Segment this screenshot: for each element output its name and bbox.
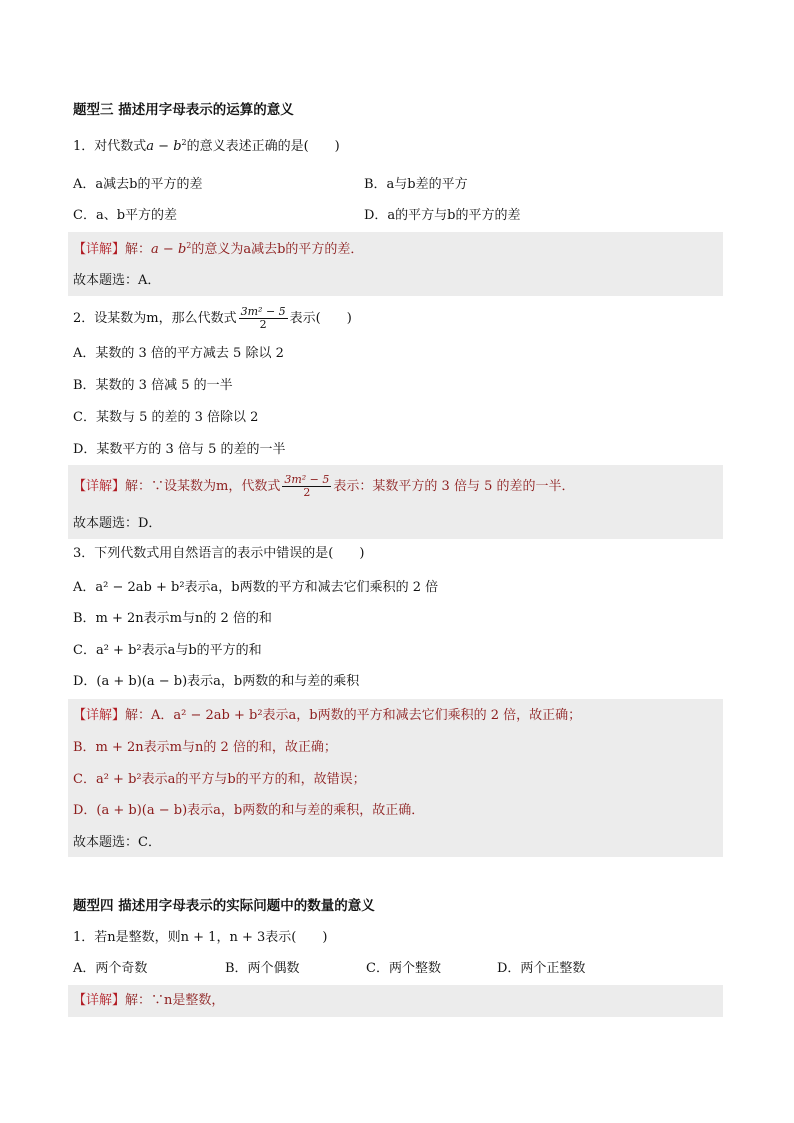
option-a: A．a减去b的平方的差 xyxy=(73,177,203,192)
fraction xyxy=(282,474,331,499)
solution-line xyxy=(73,474,574,499)
question-stem xyxy=(73,138,340,156)
option-c: C．a、b平方的差 xyxy=(73,208,178,223)
option-a: A．两个奇数 xyxy=(73,961,148,976)
question-stem: 1．若n是整数，则n + 1，n + 3表示( ) xyxy=(73,930,328,945)
fraction xyxy=(239,306,288,331)
solution-line: B．m + 2n表示m与n的 2 倍的和，故正确； xyxy=(73,740,337,755)
option-b: B．某数的 3 倍减 5 的一半 xyxy=(73,378,233,393)
fraction-denominator: 2 xyxy=(303,486,311,499)
section-heading: 题型三 描述用字母表示的运算的意义 xyxy=(73,102,294,118)
answer-line: 故本题选：A． xyxy=(73,273,161,288)
option-d: D．a的平方与b的平方的差 xyxy=(364,208,521,223)
question-stem xyxy=(73,306,352,331)
exponent: 2 xyxy=(186,241,192,250)
detail-text: 解：A．a² − 2ab + b²表示a，b两数的平方和减去它们乘积的 2 倍，故正确； xyxy=(125,708,582,723)
option-a: A．a² − 2ab + b²表示a，b两数的平方和减去它们乘积的 2 倍 xyxy=(73,580,439,595)
solution-line xyxy=(73,992,224,1010)
answer-line: 故本题选：C． xyxy=(73,835,161,850)
stem-prefix: 1．对代数式 xyxy=(73,139,147,154)
math-expression: a − b xyxy=(151,242,187,257)
option-c: C．两个整数 xyxy=(366,961,441,976)
stem-suffix: 表示( ) xyxy=(289,311,352,326)
detail-prefix: 解： xyxy=(125,242,152,257)
detail-text: 解：∵n是整数， xyxy=(125,993,225,1008)
section-heading: 题型四 描述用字母表示的实际问题中的数量的意义 xyxy=(73,898,375,914)
solution-line: D．(a + b)(a − b)表示a，b两数的和与差的乘积，故正确． xyxy=(73,803,425,818)
exponent: 2 xyxy=(181,138,187,147)
option-c: C．某数与 5 的差的 3 倍除以 2 xyxy=(73,410,259,425)
detail-label: 【详解】 xyxy=(73,993,126,1008)
answer-line: 故本题选：D． xyxy=(73,516,162,531)
detail-prefix: 解：∵设某数为m，代数式 xyxy=(125,479,281,494)
option-d: D．(a + b)(a − b)表示a，b两数的和与差的乘积 xyxy=(73,674,360,689)
detail-label: 【详解】 xyxy=(73,479,126,494)
option-c: C．a² + b²表示a与b的平方的和 xyxy=(73,643,262,658)
fraction-denominator: 2 xyxy=(259,318,267,331)
option-b: B．两个偶数 xyxy=(225,961,300,976)
detail-label: 【详解】 xyxy=(73,242,126,257)
solution-line xyxy=(73,707,581,725)
option-b: B．m + 2n表示m与n的 2 倍的和 xyxy=(73,611,272,626)
option-d: D．两个正整数 xyxy=(497,961,586,976)
solution-line: C．a² + b²表示a的平方与b的平方的和，故错误； xyxy=(73,772,366,787)
option-d: D．某数平方的 3 倍与 5 的差的一半 xyxy=(73,442,286,457)
stem-suffix: 的意义表述正确的是( ) xyxy=(186,139,340,154)
detail-text: 表示：某数平方的 3 倍与 5 的差的一半． xyxy=(333,479,575,494)
fraction-numerator: 3m² − 5 xyxy=(240,305,286,318)
stem-prefix: 2．设某数为m，那么代数式 xyxy=(73,311,237,326)
detail-text: 的意义为a减去b的平方的差． xyxy=(191,242,364,257)
question-stem: 3．下列代数式用自然语言的表示中错误的是( ) xyxy=(73,546,365,561)
option-b: B．a与b差的平方 xyxy=(364,177,468,192)
detail-label: 【详解】 xyxy=(73,708,126,723)
math-expression: a − b xyxy=(146,139,182,154)
fraction-numerator: 3m² − 5 xyxy=(284,473,330,486)
option-a: A．某数的 3 倍的平方减去 5 除以 2 xyxy=(73,346,284,361)
solution-line xyxy=(73,241,363,259)
